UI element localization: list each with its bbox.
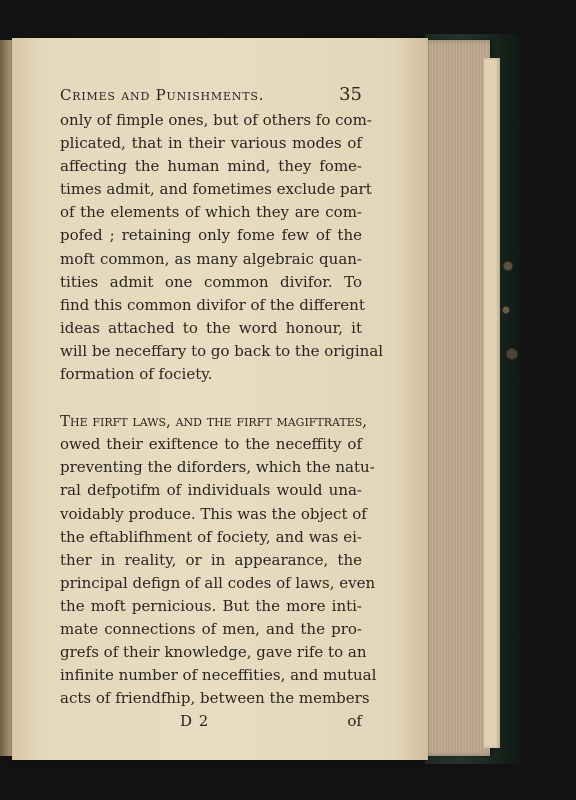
text-line: infinite number of neceffities, and mutual (60, 666, 377, 685)
marbled-cover-texture (500, 200, 520, 420)
paragraph-1 (60, 109, 384, 386)
text-line: of the elements of which they are com- (60, 203, 362, 222)
text-line: times admit, and fometimes exclude part (60, 180, 372, 199)
text-line: ther in reality, or in appearance, the (60, 550, 362, 569)
page-number: 35 (339, 84, 362, 105)
text-line: tities admit one common divifor. To (60, 272, 362, 291)
text-line: formation of fociety. (60, 365, 213, 384)
page-header (60, 84, 362, 105)
running-head: Crimes and Punishments. (60, 86, 265, 104)
text-line: voidably produce. This was the object of (60, 504, 367, 523)
text-line: plicated, that in their various modes of (60, 134, 362, 153)
text-line: owed their exiftence to the neceffity of (60, 435, 362, 454)
page-footer (60, 712, 362, 730)
page-stack-edges (420, 40, 490, 756)
text-line: ideas attached to the word honour, it (60, 318, 362, 337)
text-line: The firft laws, and the firft magiftrates, (60, 412, 368, 431)
page-text-block (60, 84, 384, 731)
paragraph-gap (60, 386, 362, 410)
paragraph-2 (60, 410, 377, 710)
text-line: ral defpotifm of individuals would una- (60, 481, 362, 500)
text-line: principal defign of all codes of laws, even (60, 573, 376, 592)
text-line: the moft pernicious. But the more inti- (60, 596, 362, 615)
text-line: find this common divifor of the different (60, 295, 365, 314)
catchword: of (347, 712, 362, 731)
text-line: preventing the diforders, which the natu- (60, 458, 375, 477)
text-line: affecting the human mind, they fome- (60, 157, 362, 176)
text-line: grefs of their knowledge, gave rife to an (60, 643, 367, 662)
text-line: pofed ; retaining only fome few of the (60, 226, 362, 245)
text-line: only of fimple ones, but of others fo com- (60, 111, 372, 129)
text-line: mate connections of men, and the pro- (60, 619, 362, 638)
text-line: will be neceffary to go back to the original (60, 341, 384, 360)
book-page (12, 38, 428, 760)
page-block-edge (484, 58, 500, 748)
text-line: moft common, as many algebraic quan- (60, 249, 362, 268)
signature-mark: D 2 (180, 712, 210, 731)
text-line: acts of friendfhip, between the members (60, 689, 370, 708)
text-line: the eftablifhment of fociety, and was ei- (60, 527, 362, 546)
